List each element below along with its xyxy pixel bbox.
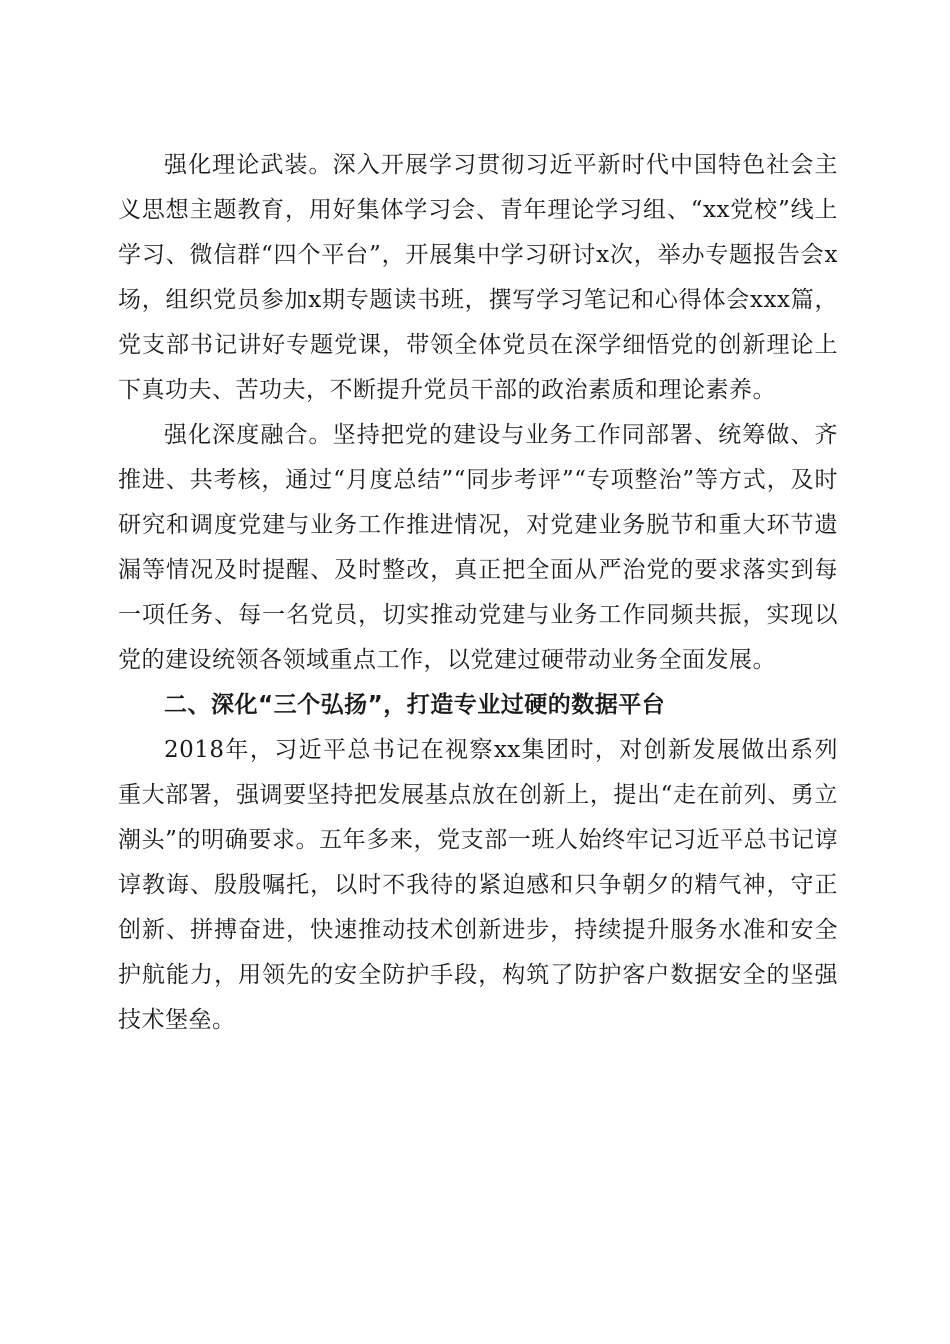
paragraph-theory: 强化理论武装。深入开展学习贯彻习近平新时代中国特色社会主义思想主题教育，用好集体学习会、青年理论学习组、“xx党校”线上学习、微信群“四个平台”，开展集中学习研讨x次，举办专题报告会x场，组织党员参加x期专题读书班，撰写学习笔记和心得体会xxx篇，党支部书记讲好专题党课，带领全体党员在深学细悟党的创新理论上下真功夫、苦功夫，不断提升党员干部的政治素质和理论素养。	[118, 152, 838, 403]
section-heading: 二、深化“三个弘扬”，打造专业过硬的数据平台	[164, 692, 666, 718]
paragraph-innovation: 2018年，习近平总书记在视察xx集团时，对创新发展做出系列重大部署，强调要坚持把发展基点放在创新上，提出“走在前列、勇立潮头”的明确要求。五年多来，党支部一班人始终牢记习近平总书记谆谆教诲、殷殷嘱托，以时不我待的紧迫感和只争朝夕的精气神，守正创新、拼搏奋进，快速推动技术创新进步，持续提升服务水准和安全护航能力，用领先的安全防护手段，构筑了防护客户数据安全的坚强技术堡垒。	[118, 737, 838, 1033]
document-body	[118, 143, 838, 1043]
paragraph-integration: 强化深度融合。坚持把党的建设与业务工作同部署、统筹做、齐推进、共考核，通过“月度总结”“同步考评”“专项整治”等方式，及时研究和调度党建与业务工作推进情况，对党建业务脱节和重大环节遗漏等情况及时提醒、及时整改，真正把全面从严治党的要求落实到每一项任务、每一名党员，切实推动党建与业务工作同频共振，实现以党的建设统领各领域重点工作，以党建过硬带动业务全面发展。	[118, 422, 838, 673]
